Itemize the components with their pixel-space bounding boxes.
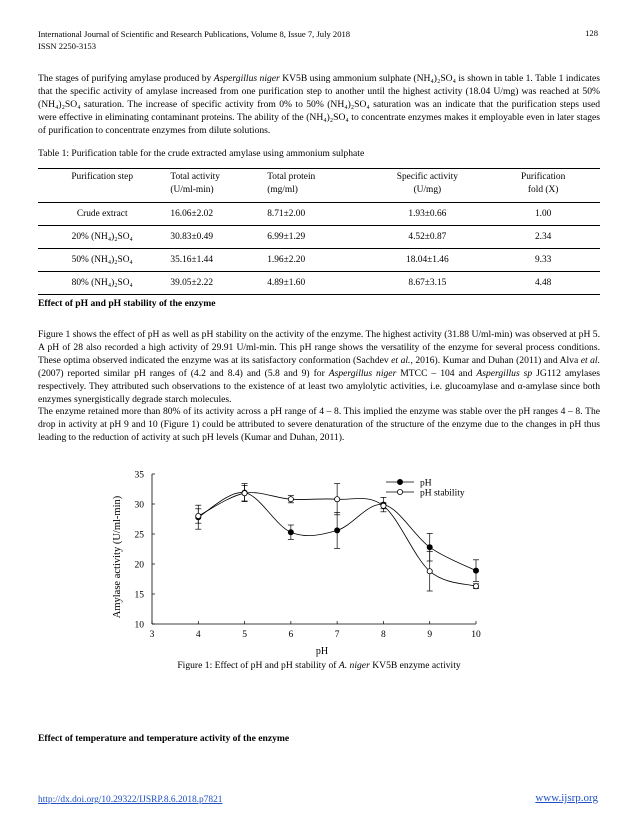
table-row: 20% (NH₄)₂SO₄ 30.83±0.49 6.99±1.29 4.52±0.87 2.34	[38, 226, 600, 249]
x-tick-label: 8	[381, 630, 386, 640]
y-tick-label: 20	[134, 560, 144, 571]
col-header-total-activity: Total activity (U/ml-min)	[166, 169, 263, 203]
y-tick-label: 25	[134, 530, 144, 541]
purification-table	[38, 168, 600, 295]
site-link[interactable]: www.ijsrp.org	[535, 792, 598, 804]
col-header-purification-fold: Purification fold (X)	[486, 169, 600, 203]
section-heading-ph: Effect of pH and pH stability of the enzyme	[38, 298, 216, 309]
legend-marker	[397, 489, 402, 494]
x-axis-label: pH	[315, 646, 329, 657]
data-point	[335, 497, 340, 502]
x-tick-label: 9	[427, 630, 433, 640]
x-tick-label: 6	[288, 630, 294, 640]
journal-header	[38, 28, 350, 52]
col-header-specific-activity: Specific activity (U/mg)	[368, 169, 486, 203]
intro-paragraph: The stages of purifying amylase produced by Aspergillus niger KV5B using ammonium sulphate (NH₄)₂SO₄ is shown in table 1. Table 1 indicates that the specific activity of amylase increased from one purification step to another until the highest activity (18.04 U/mg) was reached at 50% (NH₄)₂SO₄ saturation. The increase of specific activity from 0% to 50% (NH₄)₂SO₄ saturation was an indicate that the purification steps used were effective in eliminating contaminant proteins. The ability of the (NH₄)₂SO₄ to concentrate enzymes makes it employable even in later stages of purification to concentrate enzymes from dilute solutions.	[38, 73, 600, 136]
y-tick-label: 10	[134, 620, 144, 631]
legend-label: pH stability	[420, 488, 465, 499]
x-tick-label: 7	[334, 630, 340, 640]
y-tick-label: 35	[134, 470, 144, 481]
data-point	[427, 569, 432, 574]
issn: ISSN 2250-3153	[38, 41, 97, 51]
legend-label: pH	[420, 478, 432, 489]
section-heading-temperature: Effect of temperature and temperature activity of the enzyme	[38, 733, 290, 744]
journal-title: International Journal of Scientific and Research Publications, Volume 8, Issue 7, July 2018	[38, 29, 351, 39]
x-tick-label: 4	[195, 630, 201, 640]
y-tick-label: 15	[134, 590, 144, 601]
y-axis-label: Amylase activity (U/ml-min)	[112, 495, 123, 619]
col-header-total-protein: Total protein (mg/ml)	[263, 169, 368, 203]
data-point	[473, 568, 478, 573]
data-point	[473, 584, 478, 589]
ph-paragraph-1: Figure 1 shows the effect of pH as well as pH stability on the activity of the enzyme. The highest activity (31.88 U/ml-min) was observed at pH 5. A pH of 28 also recorded a high activity of 29.91 U/ml-min. This pH range shows the versatility of the enzyme for several process conditions. These optima observed indicated the enzyme was at its satisfactory conformation (Sachdev et al., 2016). Kumar and Duhan (2011) and Alva et al. (2007) reported similar pH ranges of (4.2 and 8.4) and (5.8 and 9) for Aspergillus niger MTCC – 104 and Aspergillus sp JG112 amylases respectively. They attributed such observations to the existence of at least two amylolytic activities, i.e. glucoamylase and α-amylase since both enzymes synergistically degrade starch molecules.	[38, 329, 600, 405]
ph-paragraph-2: The enzyme retained more than 80% of its activity across a pH range of 4 – 8. This implied the enzyme was stable over the pH ranges 4 – 8. The drop in activity at pH 9 and 10 (Figure 1) could be attributed to severe denaturation of the structure of the enzyme due to the changes in pH thus leading to the reduction of activity at such pH levels (Kumar and Duhan, 2011).	[38, 406, 600, 443]
col-header-step: Purification step	[38, 169, 166, 203]
chart-legend	[386, 479, 465, 499]
figure-1-chart	[100, 462, 540, 658]
data-point	[196, 513, 201, 518]
table-header-row	[38, 169, 600, 203]
data-point	[335, 528, 340, 533]
figure-caption: Figure 1: Effect of pH and pH stability of A. niger KV5B enzyme activity	[177, 660, 461, 671]
page-number: 128	[585, 28, 598, 38]
y-tick-label: 30	[134, 500, 144, 511]
x-tick-label: 5	[242, 630, 247, 640]
data-point	[381, 503, 386, 508]
data-point	[288, 497, 293, 502]
data-point	[242, 491, 247, 496]
x-tick-label: 10	[471, 630, 481, 640]
table-row: Crude extract 16.06±2.02 8.71±2.00 1.93±0.66 1.00	[38, 203, 600, 226]
x-tick-label: 3	[149, 630, 155, 640]
doi-link[interactable]: http://dx.doi.org/10.29322/IJSRP.8.6.2018.p7821	[38, 795, 223, 805]
data-point	[427, 545, 432, 550]
table-row: 50% (NH₄)₂SO₄ 35.16±1.44 1.96±2.20 18.04±1.46 9.33	[38, 249, 600, 272]
table-caption: Table 1: Purification table for the crude extracted amylase using ammonium sulphate	[38, 148, 365, 159]
legend-marker	[397, 479, 402, 484]
data-point	[288, 530, 293, 535]
table-row: 80% (NH₄)₂SO₄ 39.05±2.22 4.89±1.60 8.67±3.15 4.48	[38, 272, 600, 295]
chart-series	[195, 484, 479, 591]
